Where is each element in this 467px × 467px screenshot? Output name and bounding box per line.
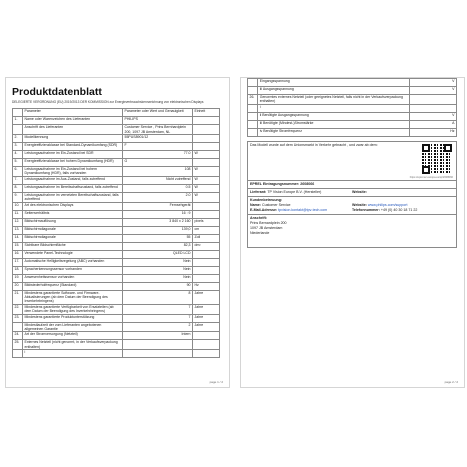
row-number: 20. [13,282,23,290]
address-line-3: Niederlande [250,230,270,235]
row-value: 3 840 x 2 160 [123,218,193,226]
datasheet-page-1 [5,77,230,388]
row-number: 6. [13,167,23,177]
table-row [13,202,220,210]
row-number: 11. [13,210,23,218]
supplier-label: Lieferant: [250,189,267,194]
row-parameter: Art der Stromversorgung (Netzteil) [23,332,123,340]
eprel-number: EPREL Eintragungsnummer: 2608066 [250,181,315,186]
row-number: 1. [13,117,23,125]
row-parameter: Anwesenheitssensor vorhanden [23,274,123,282]
row-number: 21. [13,290,23,304]
row-parameter: i [258,104,410,112]
row-parameter: Eingangsspannung [258,79,410,87]
table-row [13,151,220,159]
row-unit [193,266,220,274]
table-row [13,282,220,290]
table-row [13,322,220,332]
row-number: 23. [13,314,23,322]
row-unit: Hz [193,282,220,290]
row-value: Nein [123,274,193,282]
row-parameter: i [23,350,123,358]
row-parameter: Energieeffizienzklasse bei Standard-Dynamikumfang (SDR) [23,143,123,151]
row-unit [193,210,220,218]
table-row [248,120,457,128]
row-unit [193,332,220,340]
row-number: 13. [13,226,23,234]
row-value: 7 [123,304,193,314]
row-value: 2.0 [123,192,193,202]
website2-label: Website: [352,202,367,207]
row-parameter: Spracherkennungssensor vorhanden [23,266,123,274]
support-row [248,197,456,215]
table-row [13,184,220,192]
table-row [13,192,220,202]
table-header-row [13,109,220,117]
row-unit: W [193,176,220,184]
row-unit [193,159,220,167]
table-row [13,332,220,340]
row-number [248,104,258,112]
row-number [13,350,23,358]
row-number: 19. [13,274,23,282]
table-row [13,242,220,250]
row-unit: W [193,184,220,192]
row-number [13,125,23,135]
row-value: 55PUS8901/12 [123,135,193,143]
market-date-text: Das Modell wurde auf dem Unionsmarkt in Verkehr gebracht , und zwar ab dem: [250,142,378,147]
row-number: 7. [13,176,23,184]
table-row [248,79,457,87]
row-parameter: Bildschirmdiagonale [23,234,123,242]
row-parameter: iii Ausgangsspannung [258,87,410,95]
table-row [13,314,220,322]
row-parameter: Anschrift des Lieferanten [23,125,123,135]
table-row [13,350,220,358]
row-parameter: Leistungsaufnahme im Bereitschaftszustand, falls zutreffend [23,184,123,192]
row-number: 24. [13,332,23,340]
table-row [13,143,220,151]
row-number: 26. [248,95,258,105]
table-row [13,290,220,304]
table-row [13,274,220,282]
row-number: 16. [13,250,23,258]
supplier-value: TP Vision Europe B.V. (Hersteller) [267,189,322,194]
row-unit [193,117,220,125]
address-row [248,215,456,247]
row-parameter: Bildschirmdiagonale [23,226,123,234]
header-param: Parameter [23,109,123,117]
row-number: 12. [13,218,23,226]
phone-value: +49 (0) 40 30 18 71 22 [380,207,418,212]
market-box [247,141,457,248]
row-value: 7 [123,314,193,322]
row-parameter: Mindestens garantierte Software- und Firmware-Aktualisierungen (ab dem Datum der Beendigung des Inverkehrbringens) [23,290,123,304]
row-parameter: Leistungsaufnahme im vernetzten Bereitschaftszustand, falls zutreffend [23,192,123,202]
row-parameter: Automatische Helligkeitsregelung (ABC) vorhanden [23,258,123,266]
row-number: 3. [13,143,23,151]
row-value: Customer Service , Prins Bernhardplein 200, 1097 JB Amsterdam, NL [123,125,193,135]
row-value: Nein [123,266,193,274]
row-parameter: Art des elektronischen Displays [23,202,123,210]
row-value: 90 [123,282,193,290]
row-parameter: Verwendete Panel-Technologie [23,250,123,258]
page-footer: page 2 / 2 [444,380,458,384]
row-unit: Jahre [193,322,220,332]
row-unit: dm² [193,242,220,250]
row-parameter: Bildwiederholfrequenz (Standard) [23,282,123,290]
row-value [123,340,193,350]
table-row [13,167,220,177]
row-unit: Zoll [193,234,220,242]
support-label: Kundenbetreuung: [250,197,283,202]
header-value: Parameter oder Wert und Genauigkeit [123,109,193,117]
row-unit: Jahre [193,290,220,304]
table-row [13,125,220,135]
row-unit [193,258,220,266]
row-number: 15. [13,242,23,250]
row-unit [193,202,220,210]
name-label: Name: [250,202,261,207]
row-value: Nein [123,258,193,266]
row-unit [193,143,220,151]
table-row [13,234,220,242]
row-value: 2 [123,322,193,332]
row-unit: A [409,120,456,128]
row-value: QLED LCD [123,250,193,258]
row-value: 16 : 9 [123,210,193,218]
row-parameter: Mindestens garantierte Produktunterstützung [23,314,123,322]
row-unit [193,250,220,258]
row-parameter: Seitenverhältnis [23,210,123,218]
row-number [248,79,258,87]
qr-code[interactable] [422,144,452,174]
row-number: 2. [13,135,23,143]
eprel-row [248,181,456,189]
phone-label: Telefonnummer: [352,207,380,212]
row-value: Nicht zutreffend [123,176,193,184]
row-unit [193,135,220,143]
row-parameter: Bildschirmauflösung [23,218,123,226]
table-row [13,250,220,258]
table-row [13,135,220,143]
table-row [13,218,220,226]
page-title: Produktdatenblatt [12,86,102,98]
row-number: 4. [13,151,23,159]
qr-section [248,142,456,181]
header-unit: Einheit [193,109,220,117]
row-number [13,322,23,332]
row-value: 8 [123,290,193,304]
email-link[interactable]: tpvision.kontakt@tpv-tech.com [278,207,328,212]
row-unit: V [409,79,456,87]
address-label: Anschrift: [250,215,267,220]
row-unit: pixels [193,218,220,226]
name-value: Customer Service [262,202,291,207]
row-parameter: Leistungsaufnahme im Aus-Zustand, falls zutreffend [23,176,123,184]
row-parameter: Modellkennung [23,135,123,143]
table-row [13,159,220,167]
row-parameter: Mindestlaufzeit der vom Lieferanten angebotenen allgemeinen Garantie [23,322,123,332]
page-footer: page 1 / 2 [209,380,223,384]
row-number [248,128,258,136]
row-number: 14. [13,234,23,242]
row-value: Fernsehgerät [123,202,193,210]
row-unit: W [193,151,220,159]
table-row [248,128,457,136]
address-line-2: 1097 JB Amsterdam [250,225,283,230]
email-label: E-Mail-Adresse: [250,207,278,212]
row-value: F [123,143,193,151]
table-row [13,210,220,218]
row-parameter: ii Benötigte Ausgangsspannung [258,112,410,120]
website-label: Website: [352,189,367,194]
row-value: PHILIPS [123,117,193,125]
row-number: 18. [13,266,23,274]
row-unit [193,340,220,350]
table-row [13,258,220,266]
row-number: 22. [13,304,23,314]
header-no [13,109,23,117]
row-unit [193,125,220,135]
row-number: 17. [13,258,23,266]
row-parameter: Genormtes externes Netzteil (oder geeignetes Netzteil, falls nicht in der Verkaufsverpackung enthalten) [258,95,410,105]
qr-url[interactable]: https://eprel.ec.europa.eu/qr/2608066 [409,175,453,179]
row-number: 5. [13,159,23,167]
row-unit [409,104,456,112]
row-number: 10. [13,202,23,210]
row-parameter: Externes Netzteil (nicht genormt, in der Verkaufsverpackung enthalten) [23,340,123,350]
row-value [123,350,193,358]
supplier-row [248,189,456,197]
table-row [13,226,220,234]
row-unit: Jahre [193,304,220,314]
row-number [248,87,258,95]
row-unit: cm [193,226,220,234]
row-value: G [123,159,193,167]
parameter-table [12,108,220,358]
row-number: 9. [13,192,23,202]
table-row [13,304,220,314]
table-row [13,340,220,350]
row-number [248,112,258,120]
row-unit [193,274,220,282]
row-number: 8. [13,184,23,192]
datasheet-page-2 [240,77,465,388]
table-row [248,87,457,95]
row-number [248,120,258,128]
table-row [13,117,220,125]
row-parameter: Leistungsaufnahme im Ein-Zustand bei hohem Dynamikumfang (HDR), falls vorhanden [23,167,123,177]
table-row [13,266,220,274]
row-value: 77.0 [123,151,193,159]
row-parameter: Mindestens garantierte Verfügbarkeit von Ersatzteilen (ab dem Datum der Beendigung des Inverkehrbringens) [23,304,123,314]
row-unit: Jahre [193,314,220,322]
regulation-subtitle: DELEGIERTE VERORDNUNG (EU) 2019/2013 DER KOMMISSION zur Energieverbrauchskennzeichnung von elektronischen Displays [12,100,204,104]
address-line-1: Prins Bernardplein 200 [250,220,287,225]
power-supply-table [247,78,457,137]
row-parameter: Leistungsaufnahme im Ein-Zustand bei SDR [23,151,123,159]
row-unit [193,350,220,358]
table-row [248,95,457,105]
row-parameter: Sichtbare Bildschirmfläche [23,242,123,250]
row-value: 0.5 [123,184,193,192]
row-value: Intern [123,332,193,340]
table-row [248,104,457,112]
row-value: 108 [123,167,193,177]
row-parameter: Name oder Warenzeichen des Lieferanten [23,117,123,125]
row-unit [409,95,456,105]
row-unit: Hz [409,128,456,136]
row-unit: W [193,167,220,177]
row-value: 139,0 [123,226,193,234]
row-number: 25. [13,340,23,350]
row-value: 55 [123,234,193,242]
table-row [248,112,457,120]
row-parameter: iii Benötigte (Mindest-)Stromstärke [258,120,410,128]
table-row [13,176,220,184]
row-unit: V [409,112,456,120]
row-parameter: iv Benötigte Stromfrequenz [258,128,410,136]
row-unit: V [409,87,456,95]
support-website-link[interactable]: www.philips.com/support [367,202,408,207]
row-parameter: Energieeffizienzklasse bei hohem Dynamikumfang (HDR) [23,159,123,167]
row-value: 82,3 [123,242,193,250]
row-unit: W [193,192,220,202]
